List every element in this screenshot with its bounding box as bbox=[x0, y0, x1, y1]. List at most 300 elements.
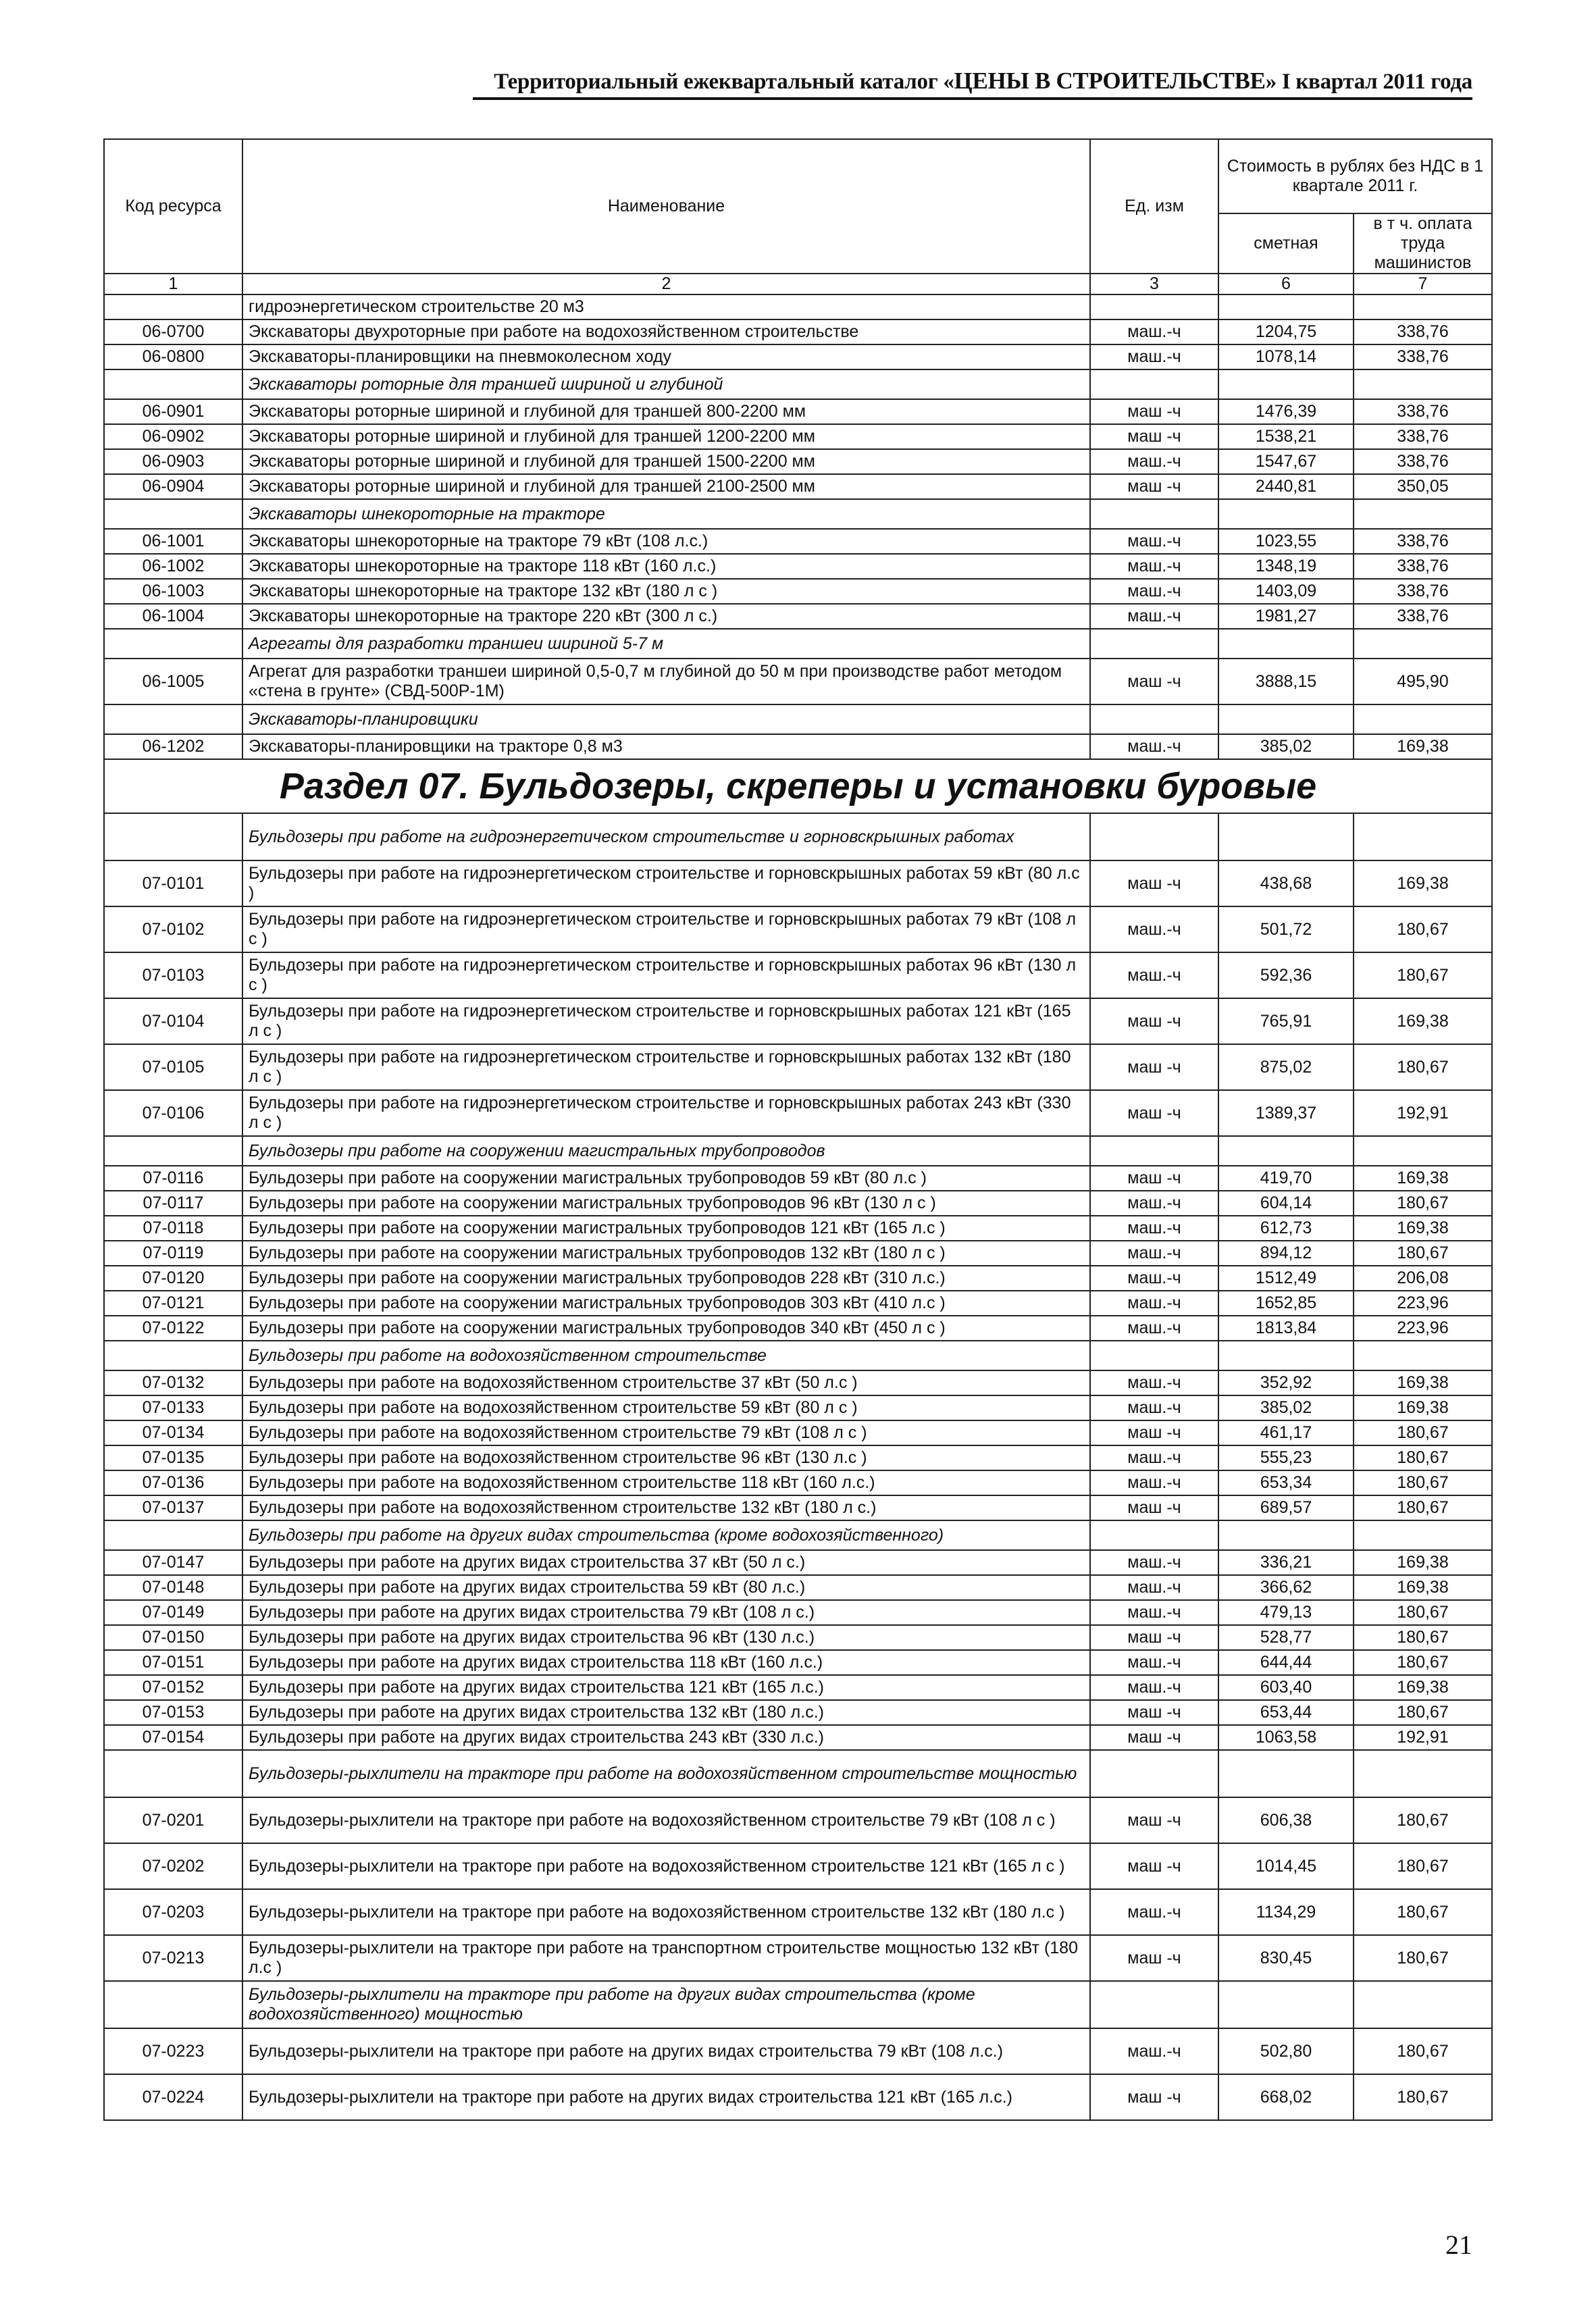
table-row bbox=[104, 2028, 1492, 2074]
unit: маш.-ч bbox=[1090, 344, 1218, 369]
unit: маш.-ч bbox=[1090, 1470, 1218, 1495]
unit: маш.-ч bbox=[1090, 1216, 1218, 1241]
resource-name: Агрегат для разработки траншеи шириной 0,5-0,7 м глубиной до 50 м при производстве работ методом «стена в грунте» (СВД-500Р-1М) bbox=[242, 659, 1090, 704]
unit: маш.-ч bbox=[1090, 1241, 1218, 1266]
resource-code: 06-1002 bbox=[104, 554, 242, 579]
labor-cost: 223,96 bbox=[1354, 1316, 1492, 1341]
header-unit: Ед. изм bbox=[1090, 139, 1218, 274]
unit: маш.-ч bbox=[1090, 449, 1218, 474]
table-row bbox=[104, 1889, 1492, 1935]
table-row bbox=[104, 1090, 1492, 1136]
table-head bbox=[104, 139, 1492, 294]
unit: маш.-ч bbox=[1090, 554, 1218, 579]
estimated-cost: 830,45 bbox=[1218, 1935, 1354, 1981]
table-row bbox=[104, 1625, 1492, 1650]
unit: маш -ч bbox=[1090, 1495, 1218, 1520]
table-row bbox=[104, 1797, 1492, 1843]
resource-name: Бульдозеры при работе на других видах строительства 243 кВт (330 л.с.) bbox=[242, 1725, 1090, 1750]
group-unit-cell bbox=[1090, 1341, 1218, 1370]
estimated-cost: 1476,39 bbox=[1218, 399, 1354, 424]
group-row bbox=[104, 629, 1492, 659]
resource-code: 07-0105 bbox=[104, 1044, 242, 1090]
group-cost-cell bbox=[1218, 499, 1354, 529]
resource-code: 07-0201 bbox=[104, 1797, 242, 1843]
estimated-cost: 1134,29 bbox=[1218, 1889, 1354, 1935]
labor-cost: 169,38 bbox=[1354, 1370, 1492, 1395]
estimated-cost: 1512,49 bbox=[1218, 1266, 1354, 1291]
labor-cost: 180,67 bbox=[1354, 1797, 1492, 1843]
unit: маш -ч bbox=[1090, 1166, 1218, 1191]
resource-name: Бульдозеры при работе на водохозяйственном строительстве 96 кВт (130 л.с ) bbox=[242, 1445, 1090, 1470]
group-unit-cell bbox=[1090, 499, 1218, 529]
group-title: Экскаваторы роторные для траншей шириной и глубиной bbox=[242, 369, 1090, 399]
group-row bbox=[104, 369, 1492, 399]
group-code-cell bbox=[104, 1981, 242, 2028]
group-cost-cell bbox=[1218, 369, 1354, 399]
group-code-cell bbox=[104, 1341, 242, 1370]
resource-name: Бульдозеры при работе на гидроэнергетическом строительстве и горновскрышных работах 243 кВт (330 л с ) bbox=[242, 1090, 1090, 1136]
unit: маш -ч bbox=[1090, 1725, 1218, 1750]
resource-code: 07-0213 bbox=[104, 1935, 242, 1981]
group-cost-cell bbox=[1218, 629, 1354, 659]
table-row bbox=[104, 1470, 1492, 1495]
header-suffix: » I квартал 2011 года bbox=[1265, 70, 1472, 94]
resource-name: Экскаваторы двухроторные при работе на водохозяйственном строительстве bbox=[242, 319, 1090, 344]
group-code-cell bbox=[104, 813, 242, 860]
group-labor-cell bbox=[1354, 1341, 1492, 1370]
unit: маш -ч bbox=[1090, 399, 1218, 424]
group-code-cell bbox=[104, 1520, 242, 1550]
labor-cost: 169,38 bbox=[1354, 860, 1492, 906]
estimated-cost: 502,80 bbox=[1218, 2028, 1354, 2074]
resource-name: Экскаваторы шнекороторные на тракторе 79 кВт (108 л.с.) bbox=[242, 529, 1090, 554]
group-title: Экскаваторы-планировщики bbox=[242, 704, 1090, 734]
labor-cost: 180,67 bbox=[1354, 1700, 1492, 1725]
resource-code: 07-0203 bbox=[104, 1889, 242, 1935]
resource-name: Бульдозеры при работе на сооружении магистральных трубопроводов 340 кВт (450 л с ) bbox=[242, 1316, 1090, 1341]
table-row bbox=[104, 294, 1492, 319]
resource-code: 07-0134 bbox=[104, 1420, 242, 1445]
table-row bbox=[104, 604, 1492, 629]
resource-code: 07-0148 bbox=[104, 1575, 242, 1600]
table-row bbox=[104, 1044, 1492, 1090]
group-row bbox=[104, 813, 1492, 860]
resource-name: Бульдозеры при работе на сооружении магистральных трубопроводов 96 кВт (130 л с ) bbox=[242, 1191, 1090, 1216]
unit: маш -ч bbox=[1090, 998, 1218, 1044]
resource-name: Бульдозеры-рыхлители на тракторе при работе на других видах строительства 79 кВт (108 л.с.) bbox=[242, 2028, 1090, 2074]
estimated-cost: 653,44 bbox=[1218, 1700, 1354, 1725]
estimated-cost: 438,68 bbox=[1218, 860, 1354, 906]
labor-cost: 169,38 bbox=[1354, 1216, 1492, 1241]
table-row bbox=[104, 1700, 1492, 1725]
col-number: 7 bbox=[1354, 274, 1492, 294]
resource-code: 06-0800 bbox=[104, 344, 242, 369]
table-row bbox=[104, 554, 1492, 579]
page-number: 21 bbox=[1445, 2230, 1472, 2260]
labor-cost: 180,67 bbox=[1354, 1650, 1492, 1675]
resource-code: 07-0122 bbox=[104, 1316, 242, 1341]
resource-name: Бульдозеры при работе на других видах строительства 59 кВт (80 л.с.) bbox=[242, 1575, 1090, 1600]
group-row bbox=[104, 1136, 1492, 1166]
resource-code: 06-0904 bbox=[104, 474, 242, 499]
labor-cost: 180,67 bbox=[1354, 1191, 1492, 1216]
labor-cost: 180,67 bbox=[1354, 952, 1492, 998]
estimated-cost: 1078,14 bbox=[1218, 344, 1354, 369]
estimated-cost: 668,02 bbox=[1218, 2074, 1354, 2120]
estimated-cost: 606,38 bbox=[1218, 1797, 1354, 1843]
table-row bbox=[104, 529, 1492, 554]
estimated-cost: 1813,84 bbox=[1218, 1316, 1354, 1341]
labor-cost: 180,67 bbox=[1354, 1935, 1492, 1981]
unit: маш -ч bbox=[1090, 860, 1218, 906]
labor-cost: 338,76 bbox=[1354, 319, 1492, 344]
group-row bbox=[104, 1520, 1492, 1550]
page-header bbox=[473, 68, 1472, 100]
unit: маш -ч bbox=[1090, 1090, 1218, 1136]
resource-code: 06-0700 bbox=[104, 319, 242, 344]
price-table-wrap bbox=[103, 138, 1491, 2121]
resource-name: Бульдозеры при работе на гидроэнергетическом строительстве и горновскрышных работах 132 кВт (180 л с ) bbox=[242, 1044, 1090, 1090]
header-code: Код ресурса bbox=[104, 139, 242, 274]
group-title: Бульдозеры при работе на сооружении магистральных трубопроводов bbox=[242, 1136, 1090, 1166]
group-labor-cell bbox=[1354, 1750, 1492, 1797]
estimated-cost: 479,13 bbox=[1218, 1600, 1354, 1625]
resource-name: Экскаваторы роторные шириной и глубиной для траншей 1500-2200 мм bbox=[242, 449, 1090, 474]
col-number: 3 bbox=[1090, 274, 1218, 294]
unit: маш.-ч bbox=[1090, 1675, 1218, 1700]
unit: маш.-ч bbox=[1090, 906, 1218, 952]
estimated-cost: 765,91 bbox=[1218, 998, 1354, 1044]
labor-cost: 192,91 bbox=[1354, 1725, 1492, 1750]
resource-name: Экскаваторы шнекороторные на тракторе 132 кВт (180 л с ) bbox=[242, 579, 1090, 604]
group-unit-cell bbox=[1090, 369, 1218, 399]
resource-name: Бульдозеры при работе на других видах строительства 96 кВт (130 л.с.) bbox=[242, 1625, 1090, 1650]
resource-code: 07-0137 bbox=[104, 1495, 242, 1520]
unit: маш.-ч bbox=[1090, 1575, 1218, 1600]
estimated-cost: 352,92 bbox=[1218, 1370, 1354, 1395]
table-row bbox=[104, 449, 1492, 474]
table-row bbox=[104, 1600, 1492, 1625]
estimated-cost: 1014,45 bbox=[1218, 1843, 1354, 1889]
labor-cost: 180,67 bbox=[1354, 1843, 1492, 1889]
resource-name: Экскаваторы-планировщики на пневмоколесном ходу bbox=[242, 344, 1090, 369]
table-row bbox=[104, 998, 1492, 1044]
estimated-cost: 385,02 bbox=[1218, 734, 1354, 759]
labor-cost: 169,38 bbox=[1354, 1395, 1492, 1420]
estimated-cost: 1403,09 bbox=[1218, 579, 1354, 604]
resource-code: 07-0104 bbox=[104, 998, 242, 1044]
resource-code: 07-0120 bbox=[104, 1266, 242, 1291]
col-number: 1 bbox=[104, 274, 242, 294]
group-title: Бульдозеры-рыхлители на тракторе при работе на водохозяйственном строительстве мощностью bbox=[242, 1750, 1090, 1797]
unit: маш -ч bbox=[1090, 1044, 1218, 1090]
resource-name: Бульдозеры при работе на гидроэнергетическом строительстве и горновскрышных работах 121 кВт (165 л с ) bbox=[242, 998, 1090, 1044]
estimated-cost: 555,23 bbox=[1218, 1445, 1354, 1470]
resource-code: 07-0149 bbox=[104, 1600, 242, 1625]
estimated-cost: 1981,27 bbox=[1218, 604, 1354, 629]
group-unit-cell bbox=[1090, 1520, 1218, 1550]
labor-cost: 180,67 bbox=[1354, 1495, 1492, 1520]
resource-name: Бульдозеры при работе на сооружении магистральных трубопроводов 59 кВт (80 л.с ) bbox=[242, 1166, 1090, 1191]
resource-name: Бульдозеры при работе на водохозяйственном строительстве 59 кВт (80 л с ) bbox=[242, 1395, 1090, 1420]
labor-cost: 495,90 bbox=[1354, 659, 1492, 704]
table-row bbox=[104, 319, 1492, 344]
resource-code: 07-0223 bbox=[104, 2028, 242, 2074]
table-row bbox=[104, 860, 1492, 906]
estimated-cost: 336,21 bbox=[1218, 1550, 1354, 1575]
table-row bbox=[104, 1241, 1492, 1266]
group-labor-cell bbox=[1354, 813, 1492, 860]
table-row bbox=[104, 1843, 1492, 1889]
unit: маш.-ч bbox=[1090, 1291, 1218, 1316]
unit: маш.-ч bbox=[1090, 579, 1218, 604]
labor-cost: 223,96 bbox=[1354, 1291, 1492, 1316]
resource-name: Бульдозеры при работе на других видах строительства 118 кВт (160 л.с.) bbox=[242, 1650, 1090, 1675]
labor-cost: 180,67 bbox=[1354, 2028, 1492, 2074]
unit: маш.-ч bbox=[1090, 1600, 1218, 1625]
resource-code: 07-0133 bbox=[104, 1395, 242, 1420]
group-title: Бульдозеры при работе на водохозяйственном строительстве bbox=[242, 1341, 1090, 1370]
unit: маш.-ч bbox=[1090, 1445, 1218, 1470]
group-code-cell bbox=[104, 369, 242, 399]
resource-code: 07-0132 bbox=[104, 1370, 242, 1395]
resource-name: Бульдозеры при работе на водохозяйственном строительстве 132 кВт (180 л с.) bbox=[242, 1495, 1090, 1520]
resource-name: Бульдозеры при работе на других видах строительства 121 кВт (165 л.с.) bbox=[242, 1675, 1090, 1700]
group-labor-cell bbox=[1354, 1981, 1492, 2028]
group-code-cell bbox=[104, 1136, 242, 1166]
group-labor-cell bbox=[1354, 1136, 1492, 1166]
header-labor: в т ч. оплата труда машинистов bbox=[1354, 213, 1492, 274]
resource-code: 06-0903 bbox=[104, 449, 242, 474]
labor-cost: 338,76 bbox=[1354, 449, 1492, 474]
estimated-cost: 2440,81 bbox=[1218, 474, 1354, 499]
table-row bbox=[104, 1725, 1492, 1750]
labor-cost: 169,38 bbox=[1354, 1166, 1492, 1191]
table-row bbox=[104, 734, 1492, 759]
unit: маш.-ч bbox=[1090, 2028, 1218, 2074]
col-number: 2 bbox=[242, 274, 1090, 294]
estimated-cost: 644,44 bbox=[1218, 1650, 1354, 1675]
estimated-cost: 366,62 bbox=[1218, 1575, 1354, 1600]
unit: маш.-ч bbox=[1090, 1550, 1218, 1575]
unit: маш -ч bbox=[1090, 1843, 1218, 1889]
table-row bbox=[104, 1266, 1492, 1291]
resource-code: 07-0117 bbox=[104, 1191, 242, 1216]
unit: маш -ч bbox=[1090, 1420, 1218, 1445]
labor-cost: 180,67 bbox=[1354, 1241, 1492, 1266]
group-row bbox=[104, 704, 1492, 734]
resource-code: 07-0150 bbox=[104, 1625, 242, 1650]
labor-cost: 338,76 bbox=[1354, 424, 1492, 449]
unit: маш.-ч bbox=[1090, 1191, 1218, 1216]
group-unit-cell bbox=[1090, 1750, 1218, 1797]
estimated-cost bbox=[1218, 294, 1354, 319]
labor-cost: 206,08 bbox=[1354, 1266, 1492, 1291]
group-title: Бульдозеры при работе на других видах строительства (кроме водохозяйственного) bbox=[242, 1520, 1090, 1550]
table-row bbox=[104, 474, 1492, 499]
estimated-cost: 3888,15 bbox=[1218, 659, 1354, 704]
group-title: Агрегаты для разработки траншеи шириной 5-7 м bbox=[242, 629, 1090, 659]
labor-cost: 169,38 bbox=[1354, 1575, 1492, 1600]
group-labor-cell bbox=[1354, 704, 1492, 734]
unit: маш.-ч bbox=[1090, 1395, 1218, 1420]
labor-cost bbox=[1354, 294, 1492, 319]
resource-code: 07-0152 bbox=[104, 1675, 242, 1700]
unit: маш -ч bbox=[1090, 1700, 1218, 1725]
unit: маш -ч bbox=[1090, 1797, 1218, 1843]
table-row bbox=[104, 1395, 1492, 1420]
unit: маш.-ч bbox=[1090, 952, 1218, 998]
table-row bbox=[104, 1191, 1492, 1216]
labor-cost: 338,76 bbox=[1354, 604, 1492, 629]
table-body bbox=[104, 294, 1492, 2120]
resource-code: 07-0116 bbox=[104, 1166, 242, 1191]
group-cost-cell bbox=[1218, 813, 1354, 860]
unit: маш.-ч bbox=[1090, 734, 1218, 759]
resource-code: 06-0901 bbox=[104, 399, 242, 424]
estimated-cost: 1389,37 bbox=[1218, 1090, 1354, 1136]
resource-name: Бульдозеры при работе на гидроэнергетическом строительстве и горновскрышных работах 79 кВт (108 л с ) bbox=[242, 906, 1090, 952]
resource-code: 06-1003 bbox=[104, 579, 242, 604]
group-labor-cell bbox=[1354, 499, 1492, 529]
resource-name: гидроэнергетическом строительстве 20 м3 bbox=[242, 294, 1090, 319]
labor-cost: 338,76 bbox=[1354, 399, 1492, 424]
section-row bbox=[104, 759, 1492, 813]
estimated-cost: 501,72 bbox=[1218, 906, 1354, 952]
estimated-cost: 461,17 bbox=[1218, 1420, 1354, 1445]
resource-code: 06-1004 bbox=[104, 604, 242, 629]
labor-cost: 180,67 bbox=[1354, 1445, 1492, 1470]
section-title: Раздел 07. Бульдозеры, скреперы и установки буровые bbox=[104, 759, 1492, 813]
group-title: Экскаваторы шнекороторные на тракторе bbox=[242, 499, 1090, 529]
estimated-cost: 1538,21 bbox=[1218, 424, 1354, 449]
group-unit-cell bbox=[1090, 1981, 1218, 2028]
estimated-cost: 419,70 bbox=[1218, 1166, 1354, 1191]
resource-code: 07-0103 bbox=[104, 952, 242, 998]
table-row bbox=[104, 659, 1492, 704]
group-unit-cell bbox=[1090, 1136, 1218, 1166]
resource-code: 07-0106 bbox=[104, 1090, 242, 1136]
labor-cost: 338,76 bbox=[1354, 529, 1492, 554]
estimated-cost: 689,57 bbox=[1218, 1495, 1354, 1520]
header-estimated: сметная bbox=[1218, 213, 1354, 274]
resource-name: Бульдозеры-рыхлители на тракторе при работе на водохозяйственном строительстве 121 кВт (165 л с ) bbox=[242, 1843, 1090, 1889]
group-cost-cell bbox=[1218, 704, 1354, 734]
table-row bbox=[104, 1370, 1492, 1395]
unit: маш.-ч bbox=[1090, 1650, 1218, 1675]
table-row bbox=[104, 1316, 1492, 1341]
resource-name: Экскаваторы роторные шириной и глубиной для траншей 800-2200 мм bbox=[242, 399, 1090, 424]
group-cost-cell bbox=[1218, 1136, 1354, 1166]
resource-code bbox=[104, 294, 242, 319]
group-code-cell bbox=[104, 629, 242, 659]
resource-code: 06-1005 bbox=[104, 659, 242, 704]
table-row bbox=[104, 1650, 1492, 1675]
resource-name: Бульдозеры при работе на сооружении магистральных трубопроводов 228 кВт (310 л.с.) bbox=[242, 1266, 1090, 1291]
resource-name: Бульдозеры-рыхлители на тракторе при работе на транспортном строительстве мощностью 132 кВт (180 л.с ) bbox=[242, 1935, 1090, 1981]
estimated-cost: 603,40 bbox=[1218, 1675, 1354, 1700]
table-row bbox=[104, 1291, 1492, 1316]
resource-name: Бульдозеры-рыхлители на тракторе при работе на водохозяйственном строительстве 132 кВт (180 л.с ) bbox=[242, 1889, 1090, 1935]
resource-name: Бульдозеры-рыхлители на тракторе при работе на водохозяйственном строительстве 79 кВт (108 л с ) bbox=[242, 1797, 1090, 1843]
table-row bbox=[104, 906, 1492, 952]
table-row bbox=[104, 344, 1492, 369]
group-unit-cell bbox=[1090, 629, 1218, 659]
unit: маш.-ч bbox=[1090, 1370, 1218, 1395]
group-title: Бульдозеры при работе на гидроэнергетическом строительстве и горновскрышных работах bbox=[242, 813, 1090, 860]
header-name: Наименование bbox=[242, 139, 1090, 274]
header-prefix: Территориальный ежеквартальный каталог « bbox=[494, 70, 954, 94]
resource-name: Экскаваторы-планировщики на тракторе 0,8 м3 bbox=[242, 734, 1090, 759]
unit: маш -ч bbox=[1090, 659, 1218, 704]
header-cost-group: Стоимость в рублях без НДС в 1 квартале 2011 г. bbox=[1218, 139, 1492, 213]
column-number-row bbox=[104, 274, 1492, 294]
estimated-cost: 612,73 bbox=[1218, 1216, 1354, 1241]
resource-code: 07-0224 bbox=[104, 2074, 242, 2120]
labor-cost: 192,91 bbox=[1354, 1090, 1492, 1136]
estimated-cost: 604,14 bbox=[1218, 1191, 1354, 1216]
table-row bbox=[104, 1675, 1492, 1700]
table-row bbox=[104, 1550, 1492, 1575]
resource-name: Экскаваторы роторные шириной и глубиной для траншей 2100-2500 мм bbox=[242, 474, 1090, 499]
estimated-cost: 385,02 bbox=[1218, 1395, 1354, 1420]
table-row bbox=[104, 2074, 1492, 2120]
unit: маш.-ч bbox=[1090, 1316, 1218, 1341]
labor-cost: 180,67 bbox=[1354, 1600, 1492, 1625]
unit bbox=[1090, 294, 1218, 319]
resource-name: Экскаваторы шнекороторные на тракторе 220 кВт (300 л с.) bbox=[242, 604, 1090, 629]
table-row bbox=[104, 1575, 1492, 1600]
estimated-cost: 875,02 bbox=[1218, 1044, 1354, 1090]
labor-cost: 338,76 bbox=[1354, 554, 1492, 579]
resource-code: 07-0154 bbox=[104, 1725, 242, 1750]
resource-code: 07-0147 bbox=[104, 1550, 242, 1575]
resource-code: 07-0101 bbox=[104, 860, 242, 906]
resource-name: Экскаваторы роторные шириной и глубиной для траншей 1200-2200 мм bbox=[242, 424, 1090, 449]
unit: маш -ч bbox=[1090, 474, 1218, 499]
resource-code: 07-0202 bbox=[104, 1843, 242, 1889]
labor-cost: 169,38 bbox=[1354, 998, 1492, 1044]
unit: маш.-ч bbox=[1090, 1266, 1218, 1291]
labor-cost: 180,67 bbox=[1354, 1470, 1492, 1495]
unit: маш.-ч bbox=[1090, 604, 1218, 629]
table-row bbox=[104, 424, 1492, 449]
unit: маш.-ч bbox=[1090, 1889, 1218, 1935]
resource-code: 07-0153 bbox=[104, 1700, 242, 1725]
estimated-cost: 1063,58 bbox=[1218, 1725, 1354, 1750]
labor-cost: 169,38 bbox=[1354, 734, 1492, 759]
resource-code: 06-0902 bbox=[104, 424, 242, 449]
resource-name: Бульдозеры при работе на гидроэнергетическом строительстве и горновскрышных работах 96 кВт (130 л с ) bbox=[242, 952, 1090, 998]
group-row bbox=[104, 1341, 1492, 1370]
resource-name: Бульдозеры при работе на других видах строительства 37 кВт (50 л с.) bbox=[242, 1550, 1090, 1575]
group-row bbox=[104, 1750, 1492, 1797]
labor-cost: 338,76 bbox=[1354, 344, 1492, 369]
resource-name: Бульдозеры при работе на сооружении магистральных трубопроводов 132 кВт (180 л с ) bbox=[242, 1241, 1090, 1266]
unit: маш -ч bbox=[1090, 2074, 1218, 2120]
group-cost-cell bbox=[1218, 1981, 1354, 2028]
group-cost-cell bbox=[1218, 1520, 1354, 1550]
table-row bbox=[104, 1420, 1492, 1445]
estimated-cost: 1652,85 bbox=[1218, 1291, 1354, 1316]
estimated-cost: 528,77 bbox=[1218, 1625, 1354, 1650]
table-row bbox=[104, 399, 1492, 424]
group-cost-cell bbox=[1218, 1750, 1354, 1797]
estimated-cost: 894,12 bbox=[1218, 1241, 1354, 1266]
resource-name: Бульдозеры-рыхлители на тракторе при работе на других видах строительства 121 кВт (165 л.с.) bbox=[242, 2074, 1090, 2120]
unit: маш.-ч bbox=[1090, 319, 1218, 344]
resource-name: Бульдозеры при работе на других видах строительства 132 кВт (180 л.с.) bbox=[242, 1700, 1090, 1725]
